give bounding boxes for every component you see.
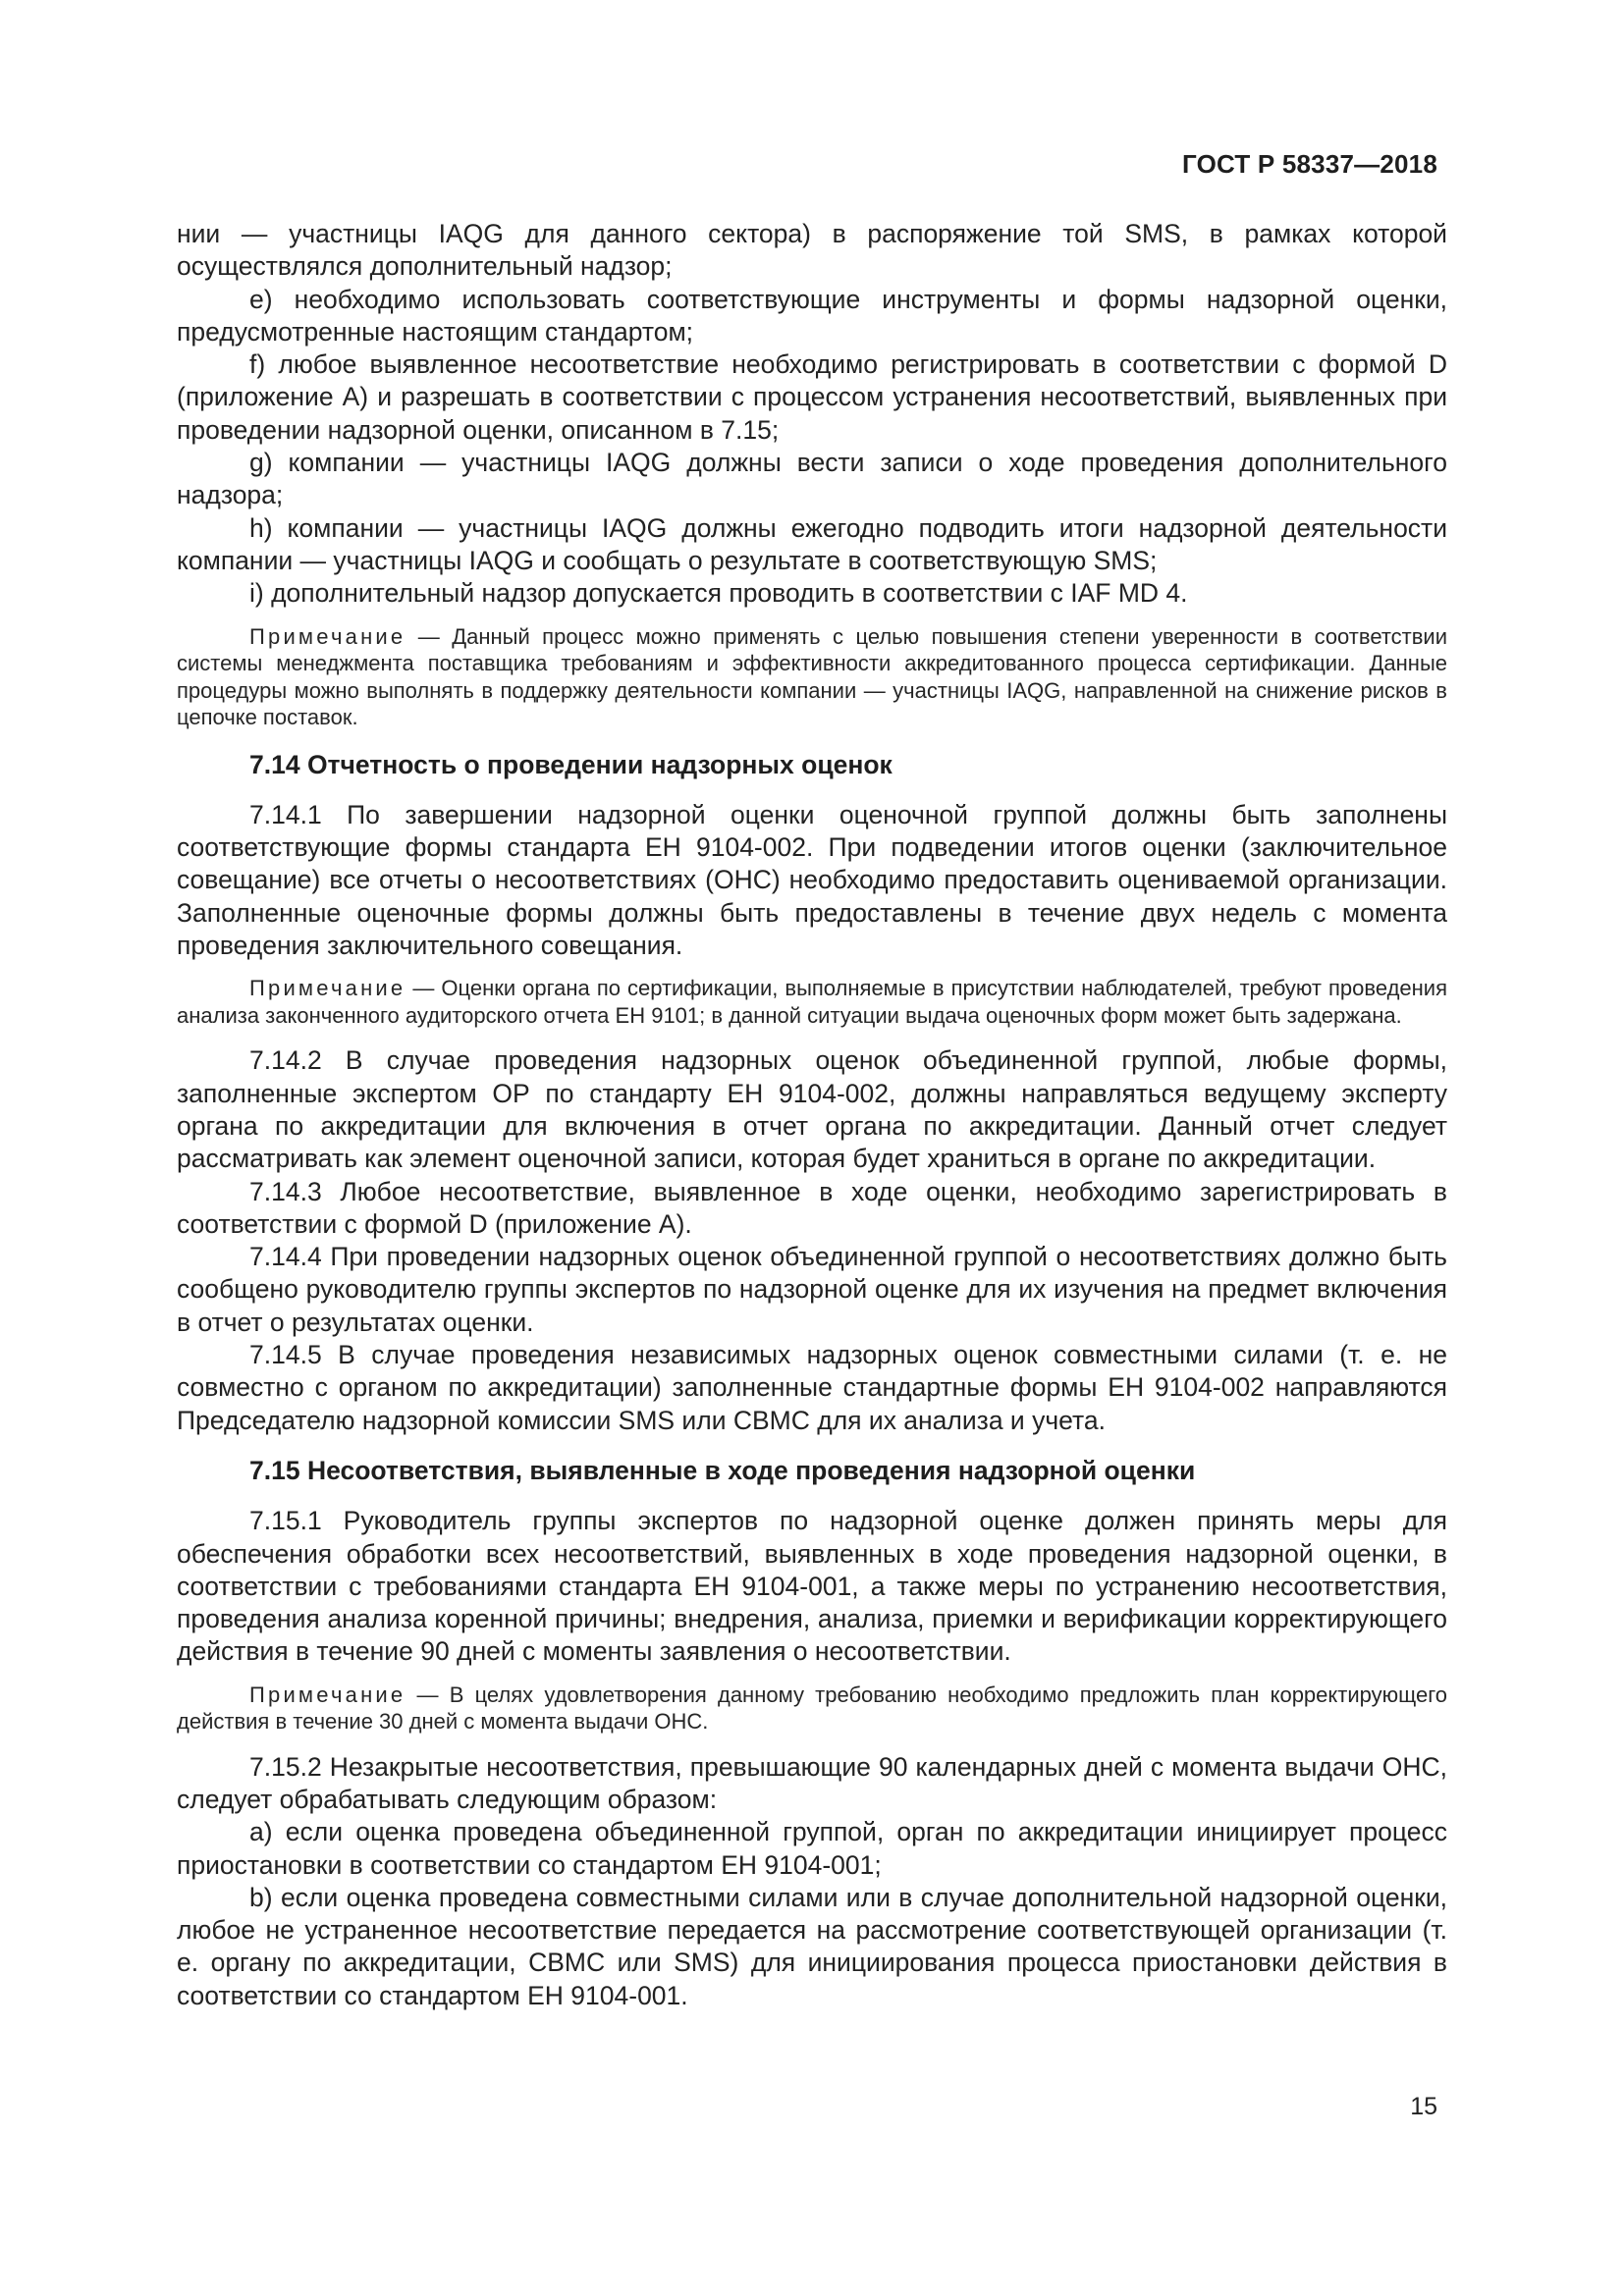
paragraph-continuation: нии — участницы IAQG для данного сектора) в распоряжение той SMS, в рамках которой осуществлялся дополнительный надзор; (177, 219, 1447, 282)
note-2 (177, 975, 1447, 1029)
section-heading-7-15: 7.15 Несоответствия, выявленные в ходе проведения надзорной оценки (249, 1455, 1196, 1485)
list-item-i: i) дополнительный надзор допускается проводить в соответствии с IAF MD 4. (249, 578, 1188, 609)
list-item-e: e) необходимо использовать соответствующие инструменты и формы надзорной оценки, предусмотренные настоящим стандартом; (177, 284, 1447, 347)
standard-designation: ГОСТ Р 58337—2018 (1182, 149, 1437, 179)
note-text: — Данный процесс можно применять с целью повышения степени уверенности в соответствии системы менеджмента поставщика требованиям и эффективности аккредитованного процесса сертификации. Данные процедуры можно выполнять в поддержку деятельности компании — участницы IAQG, направленной на снижение рисков в цепочке поставок. (177, 623, 1447, 730)
note-3 (177, 1682, 1447, 1735)
list-item-a: a) если оценка проведена объединенной группой, орган по аккредитации инициирует процесс приостановки в соответствии со стандартом ЕН 9104-001; (177, 1817, 1447, 1880)
list-item-f: f) любое выявленное несоответствие необходимо регистрировать в соответствии с формой D (приложение А) и разрешать в соответствии с процессом устранения несоответствий, выявленных при проведении надзорной оценки, описанном в 7.15; (177, 349, 1447, 445)
note-label: Примечание (249, 623, 406, 649)
clause-7-14-5: 7.14.5 В случае проведения независимых надзорных оценок совместными силами (т. е. не совместно с органом по аккредитации) заполненные стандартные формы ЕН 9104-002 направляются Председателю надзорной комиссии SMS или СВМС для их анализа и учета. (177, 1340, 1447, 1435)
page-body (177, 218, 1447, 2012)
note-label: Примечание (249, 1682, 406, 1707)
note-label: Примечание (249, 976, 406, 1001)
clause-7-14-2: 7.14.2 В случае проведения надзорных оценок объединенной группой, любые формы, заполненные экспертом ОР по стандарту ЕН 9104-002, должны направляться ведущему эксперту органа по аккредитации для включения в отчет органа по аккредитации. Данный отчет следует рассматривать как элемент оценочной записи, которая будет храниться в органе по аккредитации. (177, 1045, 1447, 1174)
note-text: — Оценки органа по сертификации, выполняемые в присутствии наблюдателей, требуют проведения анализа законченного аудиторского отчета ЕН 9101; в данной ситуации выдача оценочных форм может быть задержана. (177, 976, 1447, 1028)
clause-7-15-2: 7.15.2 Незакрытые несоответствия, превышающие 90 календарных дней с момента выдачи ОНС, следует обрабатывать следующим образом: (177, 1751, 1447, 1814)
list-item-b: b) если оценка проведена совместными силами или в случае дополнительной надзорной оценки, любое не устраненное несоответствие передается на рассмотрение соответствующей организации (т. е. органу по аккредитации, СВМС или SMS) для инициирования процесса приостановки действия в соответствии со стандартом ЕН 9104-001. (177, 1882, 1447, 2010)
clause-7-14-1: 7.14.1 По завершении надзорной оценки оценочной группой должны быть заполнены соответствующие формы стандарта ЕН 9104-002. При подведении итогов оценки (заключительное совещание) все отчеты о несоответствиях (ОНС) необходимо предоставить оцениваемой организации. Заполненные оценочные формы должны быть предоставлены в течение двух недель с момента проведения заключительного совещания. (177, 799, 1447, 961)
list-item-h: h) компании — участницы IAQG должны ежегодно подводить итоги надзорной деятельности компании — участницы IAQG и сообщать о результате в соответствующую SMS; (177, 512, 1447, 575)
section-heading-7-14: 7.14 Отчетность о проведении надзорных оценок (249, 749, 893, 779)
clause-7-15-1: 7.15.1 Руководитель группы экспертов по надзорной оценке должен принять меры для обеспечения обработки всех несоответствий, выявленных в ходе проведения надзорной оценки, в соответствии с требованиями стандарта ЕН 9104-001, а также меры по устранению несоответствия, проведения анализа коренной причины; внедрения, анализа, приемки и верификации корректирующего действия в течение 90 дней с моменты заявления о несоответствии. (177, 1506, 1447, 1667)
list-item-g: g) компании — участницы IAQG должны вести записи о ходе проведения дополнительного надзора; (177, 448, 1447, 510)
note-text: — В целях удовлетворения данному требованию необходимо предложить план корректирующего действия в течение 30 дней с момента выдачи ОНС. (177, 1682, 1447, 1735)
page-number: 15 (1410, 2093, 1437, 2120)
note-1 (177, 623, 1447, 731)
clause-7-14-3: 7.14.3 Любое несоответствие, выявленное в ходе оценки, необходимо зарегистрировать в соответствии с формой D (приложение А). (177, 1176, 1447, 1239)
clause-7-14-4: 7.14.4 При проведении надзорных оценок объединенной группой о несоответствиях должно быть сообщено руководителю группы экспертов по надзорной оценке для их изучения на предмет включения в отчет о результатах оценки. (177, 1242, 1447, 1337)
